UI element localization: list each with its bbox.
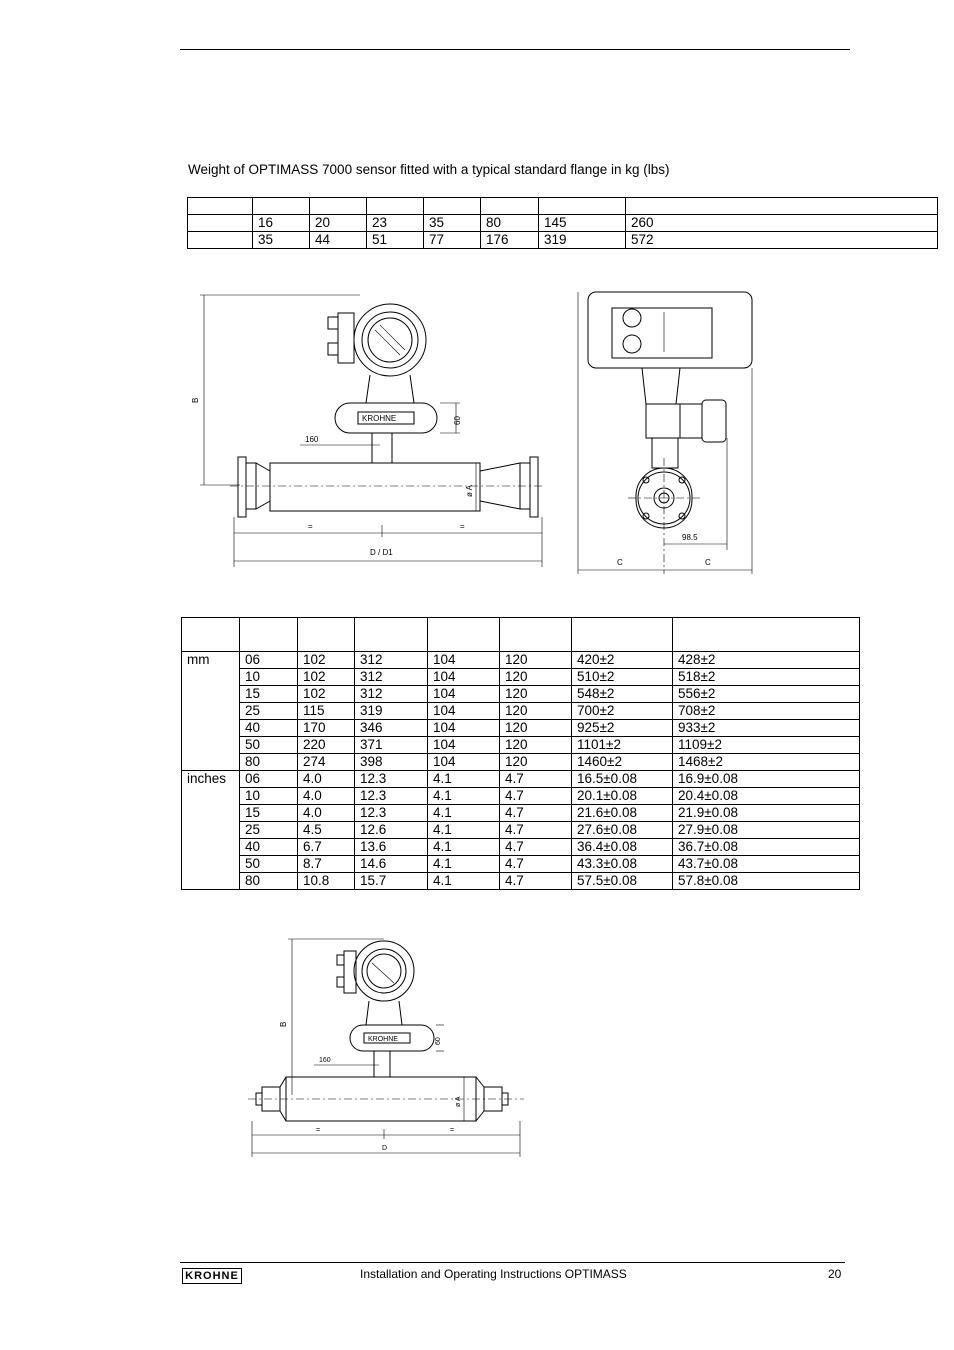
dim-cell: 120 [500,737,572,754]
weight-cell [253,198,310,215]
dim-table-row [182,669,860,686]
dim-cell: 10.8 [298,873,355,890]
dim-cell: 4.1 [428,788,500,805]
weight-cell: 572 [626,232,938,249]
footer-document-title: Installation and Operating Instructions OPTIMASS [360,1267,627,1281]
weight-cell [310,198,367,215]
dim-cell: 4.7 [500,839,572,856]
dim-cell: 25 [240,822,298,839]
dim-cell: 80 [240,754,298,771]
dim-cell: 700±2 [572,703,673,720]
dim-cell: 312 [355,669,428,686]
dim-cell: 36.7±0.08 [673,839,860,856]
header-rule [180,49,850,50]
dim-cell: 14.6 [355,856,428,873]
dim-b-label: B [191,397,200,403]
weight-cell [424,198,481,215]
dim-cell: 4.1 [428,805,500,822]
dim-cell: 312 [355,652,428,669]
dim-cell: 50 [240,856,298,873]
dim-table-row [182,686,860,703]
flanged-sensor-front-drawing [572,288,757,576]
dim-cell: 4.7 [500,873,572,890]
weight-cell: 35 [253,232,310,249]
dim-cell: 4.7 [500,822,572,839]
dim-cell: 102 [298,669,355,686]
krohne-logo-label-2: KROHNE [368,1036,398,1043]
dim-cell: 120 [500,669,572,686]
dim-equals-right-2: = [450,1127,455,1134]
dim-cell: 420±2 [572,652,673,669]
dim-cell: 6.7 [298,839,355,856]
dim-cell: 925±2 [572,720,673,737]
dimensions-table [181,617,860,890]
hygienic-sensor-side-drawing [244,935,529,1160]
dim-equals-right: = [460,522,465,531]
dim-cell: 102 [298,652,355,669]
dim-cell: 319 [355,703,428,720]
dim-c-left-label: C [617,558,623,567]
dim-table-row [182,873,860,890]
dim-table-row [182,856,860,873]
weight-cell [367,198,424,215]
weight-cell [481,198,539,215]
dim-cell: 40 [240,720,298,737]
footer-krohne-logo: KROHNE [182,1268,242,1284]
weight-cell [188,215,253,232]
dim-cell: 4.5 [298,822,355,839]
dim-cell: 80 [240,873,298,890]
dim-cell: 170 [298,720,355,737]
dim-cell: 104 [428,737,500,754]
dim-cell: 06 [240,771,298,788]
dim-cell: 708±2 [673,703,860,720]
unit-label: mm [182,652,240,771]
weight-cell: 35 [424,215,481,232]
weight-cell: 20 [310,215,367,232]
dim-cell: 40 [240,839,298,856]
dim-cell: 20.4±0.08 [673,788,860,805]
weight-cell: 51 [367,232,424,249]
dim-cell: 4.1 [428,839,500,856]
weight-table [187,197,938,249]
dim-cell: 10 [240,669,298,686]
dim-cell: 12.3 [355,805,428,822]
dim-table-header-row [182,618,860,652]
dim-cell: 104 [428,754,500,771]
dim-cell: 104 [428,686,500,703]
dim-table-row [182,805,860,822]
dim-cell: 13.6 [355,839,428,856]
dim-cell: 1468±2 [673,754,860,771]
dim-cell: 1460±2 [572,754,673,771]
dim-cell: 102 [298,686,355,703]
weight-cell [188,198,253,215]
dim-cell: 312 [355,686,428,703]
dim-cell: 4.7 [500,788,572,805]
dim-b-label-2: B [279,1021,288,1027]
dim-cell: 4.1 [428,873,500,890]
dim-cell: 16.9±0.08 [673,771,860,788]
weight-cell: 44 [310,232,367,249]
dim-cell: 115 [298,703,355,720]
weight-caption: Weight of OPTIMASS 7000 sensor fitted with a typical standard flange in kg (lbs) [188,162,670,177]
dim-cell: 1101±2 [572,737,673,754]
weight-cell: 145 [539,215,626,232]
dim-cell: 57.8±0.08 [673,873,860,890]
dim-cell: 1109±2 [673,737,860,754]
dim-cell: 16.5±0.08 [572,771,673,788]
dim-table-row [182,703,860,720]
dim-cell: 556±2 [673,686,860,703]
dim-cell: 371 [355,737,428,754]
dim-cell: 27.6±0.08 [572,822,673,839]
dim-cell: 06 [240,652,298,669]
dim-table-row [182,754,860,771]
dim-60-label-2: 60 [435,1037,442,1045]
weight-cell: 77 [424,232,481,249]
dim-cell: 4.0 [298,788,355,805]
weight-cell: 80 [481,215,539,232]
dim-cell: 4.1 [428,771,500,788]
footer-rule [180,1262,845,1263]
dim-cell: 120 [500,686,572,703]
dim-cell: 21.6±0.08 [572,805,673,822]
dim-cell: 57.5±0.08 [572,873,673,890]
dim-cell: 548±2 [572,686,673,703]
dim-cell: 15.7 [355,873,428,890]
dim-table-row [182,737,860,754]
dim-cell: 50 [240,737,298,754]
dim-cell: 120 [500,703,572,720]
dim-cell: 4.7 [500,771,572,788]
dim-cell: 12.3 [355,788,428,805]
dim-table-row [182,788,860,805]
dim-cell: 15 [240,686,298,703]
dim-cell: 4.1 [428,822,500,839]
dim-cell: 510±2 [572,669,673,686]
dim-cell: 27.9±0.08 [673,822,860,839]
dim-c-right-label: C [705,558,711,567]
dim-cell: 43.3±0.08 [572,856,673,873]
dim-cell: 25 [240,703,298,720]
dim-cell: 12.3 [355,771,428,788]
weight-cell [626,198,938,215]
dim-cell: 10 [240,788,298,805]
unit-label: inches [182,771,240,890]
dim-table-row [182,839,860,856]
dim-d-d1-label: D / D1 [370,548,393,557]
dim-table-row [182,652,860,669]
dim-table-row [182,822,860,839]
dim-cell: 120 [500,754,572,771]
dim-cell: 21.9±0.08 [673,805,860,822]
dim-d-label: D [382,1145,388,1152]
dim-cell: 20.1±0.08 [572,788,673,805]
dim-cell: 15 [240,805,298,822]
dim-160-label: 160 [305,435,319,444]
dim-cell: 4.0 [298,805,355,822]
dim-cell: 120 [500,720,572,737]
weight-cell [188,232,253,249]
dim-60-label: 60 [453,416,462,425]
dim-cell: 36.4±0.08 [572,839,673,856]
weight-row [188,198,938,215]
dim-98-5-label: 98.5 [682,533,698,542]
krohne-logo-label: KROHNE [362,414,397,423]
dim-cell: 120 [500,652,572,669]
flanged-sensor-side-drawing [190,285,550,575]
dim-cell: 43.7±0.08 [673,856,860,873]
weight-cell: 23 [367,215,424,232]
dim-cell: 12.6 [355,822,428,839]
dim-cell: 220 [298,737,355,754]
dim-cell: 104 [428,720,500,737]
weight-cell: 319 [539,232,626,249]
dim-cell: 4.1 [428,856,500,873]
dim-cell: 518±2 [673,669,860,686]
dim-cell: 8.7 [298,856,355,873]
dim-equals-left-2: = [316,1127,321,1134]
dim-cell: 428±2 [673,652,860,669]
weight-cell: 16 [253,215,310,232]
dim-phi-a-label-2: ø A [455,1096,462,1107]
weight-cell: 176 [481,232,539,249]
page-number: 20 [828,1267,842,1281]
dim-cell: 104 [428,652,500,669]
dim-phi-a-label: ø A [465,484,474,497]
dim-cell: 274 [298,754,355,771]
dim-cell: 933±2 [673,720,860,737]
weight-row [188,215,938,232]
dim-cell: 4.0 [298,771,355,788]
dim-cell: 104 [428,669,500,686]
dim-cell: 4.7 [500,856,572,873]
weight-cell: 260 [626,215,938,232]
weight-row [188,232,938,249]
weight-cell [539,198,626,215]
dim-table-row [182,771,860,788]
dim-equals-left: = [308,522,313,531]
dim-cell: 4.7 [500,805,572,822]
dim-cell: 346 [355,720,428,737]
dim-table-row [182,720,860,737]
dim-160-label-2: 160 [319,1057,331,1064]
dim-cell: 104 [428,703,500,720]
dim-cell: 398 [355,754,428,771]
